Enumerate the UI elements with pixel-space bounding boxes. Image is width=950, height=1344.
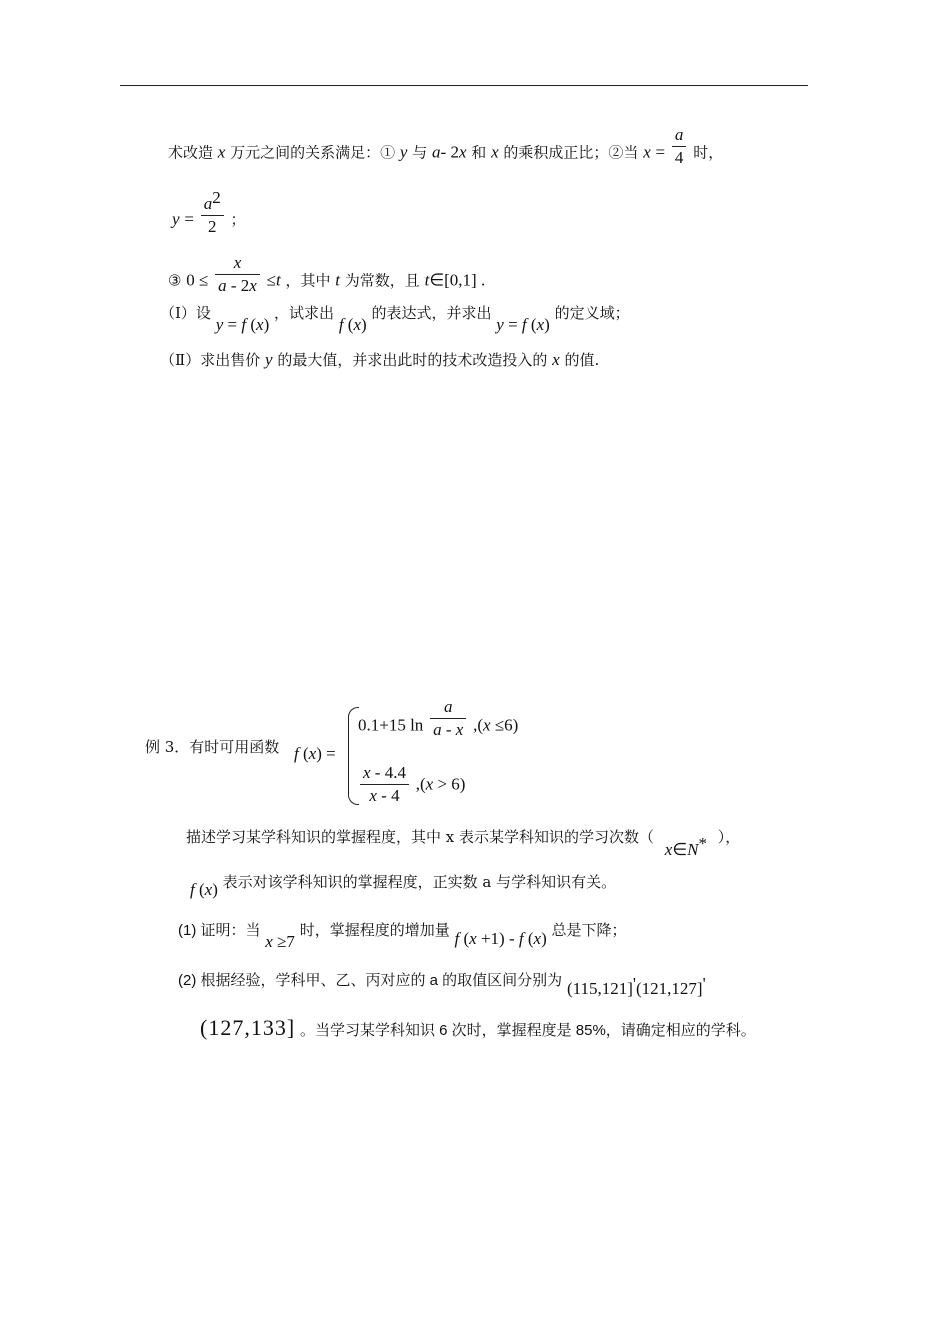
- text: 和: [471, 143, 487, 162]
- fraction-a-over-4: $\frac{a}{4}$: [672, 124, 687, 169]
- condition-value-line: y = $\frac{a^2}{2}$ ；: [172, 188, 246, 236]
- header-rule: [120, 85, 808, 86]
- condition-three-line: ③ 0 ≤ $\frac{x}{a - 2x}$ ≤t ，其中 t 为常数，且 t∈[0,1] .: [168, 253, 486, 295]
- question-i-line: （Ⅰ）设 y = f (x) ，试求出 f (x) 的表达式，并求出 y = f (x) 的定义域；: [160, 304, 630, 334]
- text: 时，: [693, 143, 724, 162]
- math-a-minus-2x: a: [432, 142, 441, 162]
- text: 的定义域；: [554, 304, 630, 322]
- text: 的值.: [564, 351, 600, 369]
- question-2-continuation: (127,133] 。当学习某学科知识 6 次时，掌握程度是 85%，请确定相应的学科。: [200, 1015, 756, 1040]
- piecewise-case-1: 0.1+15 ln $\frac{a}{a - x}$ ,(x ≤6): [358, 697, 519, 739]
- question-1-line: (1) 证明：当 x ≥7 时，掌握程度的增加量 f (x +1) - f (x) 总是下降；: [178, 921, 627, 951]
- math-equals: =: [655, 142, 666, 162]
- example-3-label: 例 3．有时可用函数: [145, 738, 280, 756]
- text: 万元之间的关系满足：①: [230, 143, 396, 162]
- math-y: y: [399, 142, 408, 162]
- math-x: x: [643, 142, 651, 162]
- problem-condition-line: 术改造 x 万元之间的关系满足：① y 与 a- 2x 和 x 的乘积成正比；②当 x = $\frac{a}{4}$ 时，: [168, 125, 724, 167]
- math-x: x: [217, 142, 226, 162]
- description-line-2: f (x) 表示对该学科知识的掌握程度，正实数 a 与学科知识有关。: [190, 873, 617, 899]
- text: ③: [168, 271, 182, 290]
- math-y: y: [172, 209, 180, 229]
- piecewise-case-2: $\frac{x - 4.4}{x - 4}$ ,(x > 6): [358, 764, 465, 807]
- math-x: x: [491, 142, 499, 162]
- text: 的乘积成正比；②当: [503, 143, 639, 162]
- text: （Ⅱ）求出售价: [160, 351, 261, 369]
- text: 为常数，且: [344, 271, 420, 290]
- function-name: f (x) =: [294, 744, 336, 763]
- description-line-1: 描述学习某学科知识的掌握程度，其中 x 表示某学科知识的学习次数（ x∈N* ），: [186, 828, 741, 859]
- question-2-line: (2) 根据经验，学科甲、乙、丙对应的 a 的取值区间分别为 (115,121]'(121,127]': [178, 972, 706, 998]
- text: ，试求出: [274, 304, 335, 322]
- fraction-a2-over-2: $\frac{a^2}{2}$: [201, 187, 224, 238]
- text: （Ⅰ）设: [160, 304, 211, 322]
- text: 术改造: [168, 143, 214, 162]
- fraction-x-over-a-minus-2x: $\frac{x}{a - 2x}$: [215, 252, 260, 297]
- text: 的最大值，并求出此时的技术改造投入的: [277, 351, 548, 369]
- text: 的表达式，并求出: [371, 304, 492, 322]
- question-ii-line: （Ⅱ）求出售价 y 的最大值，并求出此时的技术改造投入的 x 的值.: [160, 350, 600, 369]
- text: ，其中: [285, 271, 331, 290]
- text: 与: [412, 143, 428, 162]
